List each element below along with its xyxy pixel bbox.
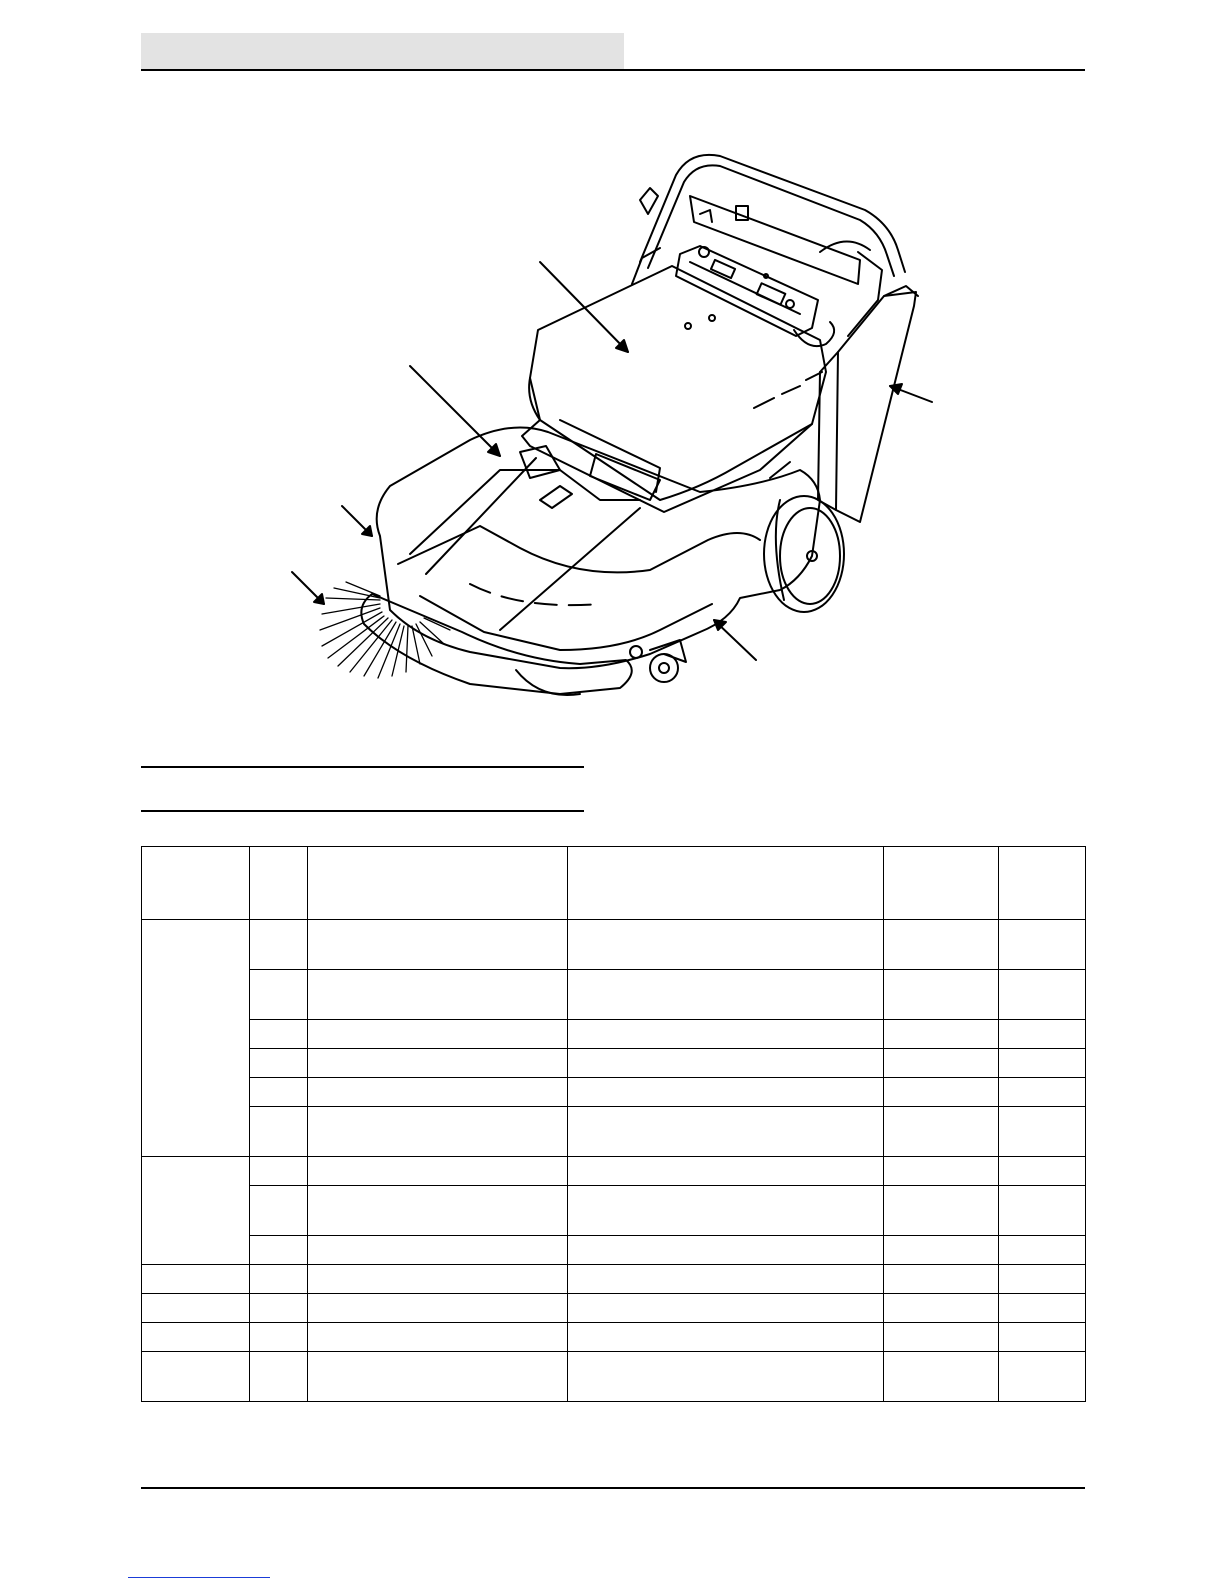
maintenance-table [141,846,1086,1402]
table-cell [308,1049,568,1078]
table-row [142,1107,1086,1157]
table-cell [308,1078,568,1107]
table-cell [308,1323,568,1352]
table-cell [308,970,568,1020]
table-cell [568,1020,884,1049]
table-cell [999,1186,1086,1236]
table-cell [142,1323,250,1352]
table-cell [568,1107,884,1157]
table-cell [249,1294,307,1323]
table-row [142,1186,1086,1236]
table-cell [249,1049,307,1078]
table-cell [999,1236,1086,1265]
footer-rule [141,1487,1085,1489]
table-cell [568,1157,884,1186]
table-cell [884,1049,999,1078]
header-rule [141,69,1085,71]
table-cell [142,1265,250,1294]
table-cell [249,1236,307,1265]
table-cell [249,1107,307,1157]
control-panel-drawing [676,246,834,346]
table-cell [884,1186,999,1236]
table-cell [999,1049,1086,1078]
table-cell [249,1323,307,1352]
table-cell [999,1020,1086,1049]
table-cell [999,1294,1086,1323]
table-header-cell [884,847,999,920]
front-bumper-drawing [361,594,631,695]
table-cell [308,920,568,970]
table-header-cell [142,847,250,920]
table-cell [308,1020,568,1049]
table-row [142,1236,1086,1265]
table-group-cell [142,1157,250,1265]
rear-wheel-drawing [764,496,844,612]
table-row [142,1157,1086,1186]
side-brush-drawing [320,582,450,678]
table-cell [568,920,884,970]
table-header-cell [568,847,884,920]
table-row [142,1049,1086,1078]
table-cell [999,1157,1086,1186]
table-cell [308,1265,568,1294]
table-cell [308,1236,568,1265]
table-row [142,1352,1086,1402]
table-row [142,1323,1086,1352]
table-row [142,1294,1086,1323]
section-rule-bottom [141,810,584,812]
callout-arrow-body [410,366,500,456]
rear-cover-drawing [818,286,918,522]
table-cell [308,1294,568,1323]
table-cell [142,1294,250,1323]
table-cell [568,1049,884,1078]
table-header-cell [249,847,307,920]
table-row [142,1078,1086,1107]
table-row [142,970,1086,1020]
table-cell [999,1352,1086,1402]
table-group-cell [142,920,250,1157]
table-cell [249,1078,307,1107]
footer-link[interactable] [128,1577,270,1578]
table-row [142,1265,1086,1294]
table-cell [308,1352,568,1402]
table-cell [249,970,307,1020]
table-cell [568,1294,884,1323]
table-cell [884,1352,999,1402]
table-cell [249,1265,307,1294]
table-header-row [142,847,1086,920]
caster-wheel-drawing [630,640,686,682]
body-drawing [377,428,820,669]
table-cell [568,1323,884,1352]
table-cell [308,1186,568,1236]
table-cell [884,1236,999,1265]
section-rule-top [141,766,584,768]
table-cell [249,920,307,970]
table-cell [249,1157,307,1186]
table-cell [999,1323,1086,1352]
table-cell [884,1078,999,1107]
table-cell [568,1265,884,1294]
table-row [142,1020,1086,1049]
table-header-cell [308,847,568,920]
table-cell [249,1352,307,1402]
table-cell [884,920,999,970]
table-cell [568,1352,884,1402]
handle-drawing [632,155,905,336]
table-row [142,920,1086,970]
table-cell [999,920,1086,970]
table-cell [568,970,884,1020]
table-cell [568,1236,884,1265]
table-cell [308,1107,568,1157]
table-cell [884,1157,999,1186]
table-cell [568,1078,884,1107]
table-cell [249,1020,307,1049]
table-cell [999,1265,1086,1294]
table-cell [884,1323,999,1352]
table-cell [884,1294,999,1323]
table-cell [999,970,1086,1020]
table-cell [999,1078,1086,1107]
callout-arrow-hopper [540,262,628,352]
table-header-cell [999,847,1086,920]
table-cell [884,1020,999,1049]
table-cell [142,1352,250,1402]
table-cell [308,1157,568,1186]
table-cell [568,1186,884,1236]
table-cell [884,1265,999,1294]
sweeper-illustration [280,140,980,710]
table-cell [999,1107,1086,1157]
header-band [141,33,624,69]
table-cell [884,970,999,1020]
table-cell [884,1107,999,1157]
table-cell [249,1186,307,1236]
